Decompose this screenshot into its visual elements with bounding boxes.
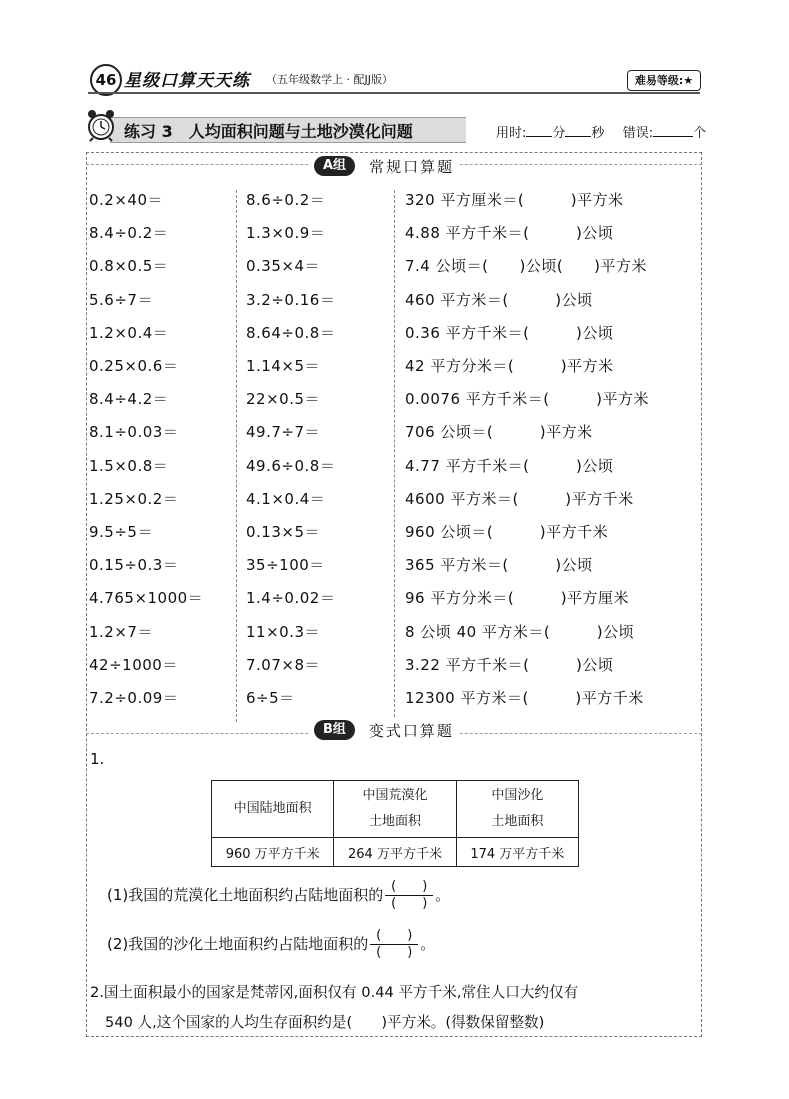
- column-divider-1: [236, 190, 237, 722]
- difficulty-label: 难易等级:: [634, 74, 684, 87]
- calc-item: 320 平方厘米＝( )平方米: [405, 191, 624, 209]
- calc-item: 0.36 平方千米＝( )公顷: [405, 323, 614, 342]
- calc-item: 3.2÷0.16＝: [246, 290, 336, 309]
- calc-item: 96 平方分米＝( )平方厘米: [405, 589, 630, 608]
- calc-item: 49.6÷0.8＝: [246, 456, 336, 475]
- calc-item: 4600 平方米＝( )平方千米: [405, 489, 634, 508]
- question-2-line-2: 540 人,这个国家的人均生存面积约是( )平方米。(得数保留整数): [105, 1014, 545, 1031]
- calc-item: 11×0.3＝: [246, 622, 321, 641]
- calc-item: 9.5÷5＝: [89, 523, 153, 541]
- table-header-cell: [456, 781, 578, 838]
- calc-item: 8.1÷0.03＝: [89, 423, 179, 442]
- question-1-part-1: [107, 880, 450, 911]
- calc-item: 7.4 公顷＝( )公顷( )平方米: [405, 257, 648, 276]
- calc-item: 1.25×0.2＝: [89, 489, 179, 508]
- calc-item: 1.2×0.4＝: [89, 323, 169, 342]
- table-cell: 960 万平方千米: [212, 838, 334, 867]
- group-a-badge: A组: [314, 156, 355, 176]
- calc-item: 42 平方分米＝( )平方米: [405, 357, 614, 375]
- calc-item: 1.3×0.9＝: [246, 224, 326, 243]
- calc-item: 4.765×1000＝: [89, 589, 204, 608]
- group-b-badge: B组: [314, 720, 355, 740]
- error-blank[interactable]: [653, 122, 693, 137]
- minute-blank[interactable]: [526, 122, 552, 137]
- calc-item: 365 平方米＝( )公顷: [405, 556, 593, 575]
- calc-item: 8.4÷4.2＝: [89, 390, 169, 409]
- calc-item: 706 公顷＝( )平方米: [405, 423, 593, 442]
- difficulty-box: [627, 70, 701, 91]
- fraction-numerator: ( ): [376, 928, 413, 943]
- area-data-table: [211, 780, 579, 867]
- alarm-clock-icon: [84, 108, 118, 142]
- calc-item: 0.35×4＝: [246, 257, 321, 276]
- question-text: (2)我国的沙化土地面积约占陆地面积的: [107, 935, 369, 953]
- calc-item: 3.22 平方千米＝( )公顷: [405, 655, 614, 674]
- fraction-answer[interactable]: [370, 929, 418, 960]
- calc-item: 8.4÷0.2＝: [89, 224, 169, 243]
- series-title: 星级口算天天练: [124, 71, 250, 91]
- table-cell: 174 万平方千米: [456, 838, 578, 867]
- header-divider: [88, 92, 700, 94]
- calc-item: 0.8×0.5＝: [89, 257, 169, 276]
- calc-item: 8.6÷0.2＝: [246, 191, 326, 209]
- calc-item: 0.15÷0.3＝: [89, 556, 179, 575]
- calc-item: 42÷1000＝: [89, 655, 178, 674]
- calc-item: 960 公顷＝( )平方千米: [405, 523, 609, 541]
- calc-item: 5.6÷7＝: [89, 290, 153, 309]
- calc-item: 0.2×40＝: [89, 191, 164, 209]
- calc-item: 4.88 平方千米＝( )公顷: [405, 224, 614, 243]
- calc-item: 49.7÷7＝: [246, 423, 321, 442]
- calc-item: 0.0076 平方千米＝( )平方米: [405, 390, 649, 409]
- calc-item: 1.4÷0.02＝: [246, 589, 336, 608]
- second-label: 秒: [591, 126, 605, 141]
- header-line: 中国荒漠化: [362, 788, 428, 803]
- question-text: (1)我国的荒漠化土地面积约占陆地面积的: [107, 886, 384, 904]
- calc-item: 4.1×0.4＝: [246, 489, 326, 508]
- period: 。: [420, 935, 436, 953]
- calc-item: 35÷100＝: [246, 556, 325, 575]
- calc-item: 1.5×0.8＝: [89, 456, 169, 475]
- fraction-denominator: ( ): [391, 896, 428, 911]
- table-row: [212, 838, 579, 867]
- header-line: 土地面积: [491, 814, 544, 829]
- group-b-heading: [308, 719, 460, 741]
- series-subtitle: （五年级数学上 · 配JJ版）: [266, 73, 393, 86]
- header-line: 中国陆地面积: [233, 801, 312, 816]
- count-label: 个: [693, 126, 707, 141]
- calc-item: 12300 平方米＝( )平方千米: [405, 689, 644, 707]
- calc-item: 8 公顷 40 平方米＝( )公顷: [405, 622, 635, 641]
- column-divider-2: [394, 190, 395, 722]
- table-cell: 264 万平方千米: [334, 838, 456, 867]
- minute-label: 分: [552, 126, 566, 141]
- calc-item: 1.2×7＝: [89, 622, 153, 641]
- question-1-part-2: [107, 929, 435, 960]
- exercise-title: 练习 3 人均面积问题与土地沙漠化问题: [124, 122, 413, 141]
- group-a-title: 常规口算题: [369, 157, 455, 176]
- calc-item: 0.13×5＝: [246, 523, 321, 541]
- time-label: 用时:: [496, 126, 527, 141]
- header-line: 中国沙化: [491, 788, 544, 803]
- calc-item: 7.2÷0.09＝: [89, 689, 179, 707]
- table-header-cell: [334, 781, 456, 838]
- fraction-numerator: ( ): [391, 879, 428, 894]
- question-2-line-1: 2.国土面积最小的国家是梵蒂冈,面积仅有 0.44 平方千米,常住人口大约仅有: [90, 984, 579, 1001]
- table-header-row: [212, 781, 579, 838]
- timing-fields: [496, 122, 706, 141]
- question-1-number: 1.: [90, 750, 105, 768]
- header-line: 土地面积: [368, 814, 421, 829]
- fraction-denominator: ( ): [376, 945, 413, 960]
- calc-item: 7.07×8＝: [246, 655, 321, 674]
- group-b-title: 变式口算题: [368, 721, 454, 740]
- group-a-heading: [308, 155, 460, 177]
- fraction-answer[interactable]: [385, 880, 433, 911]
- calc-item: 22×0.5＝: [246, 390, 321, 409]
- page-number-badge: 46: [90, 64, 122, 96]
- calc-item: 1.14×5＝: [246, 357, 321, 375]
- table-header-cell: [212, 781, 334, 838]
- calc-item: 0.25×0.6＝: [89, 357, 179, 375]
- period: 。: [435, 886, 451, 904]
- second-blank[interactable]: [565, 122, 591, 137]
- calc-item: 6÷5＝: [246, 689, 295, 707]
- calc-item: 460 平方米＝( )公顷: [405, 290, 593, 309]
- error-label: 错误:: [622, 126, 654, 141]
- calc-item: 8.64÷0.8＝: [246, 323, 336, 342]
- difficulty-star-icon: ★: [683, 74, 694, 87]
- calc-item: 4.77 平方千米＝( )公顷: [405, 456, 614, 475]
